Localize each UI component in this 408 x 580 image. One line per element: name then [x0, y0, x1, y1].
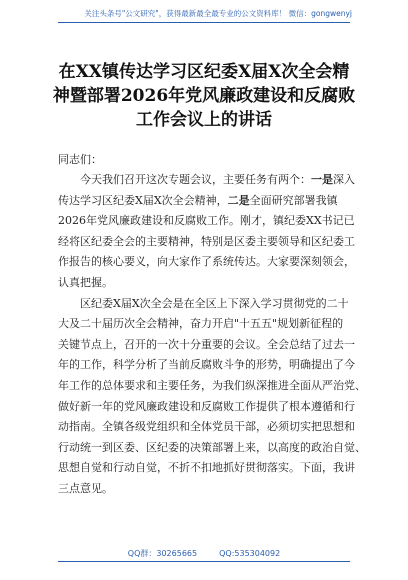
document-title	[40, 60, 368, 132]
text-run: 传达学习区纪委X届X次全会精神，	[58, 193, 228, 207]
emphasis-run: 二是	[227, 193, 250, 207]
text-line	[58, 191, 350, 212]
header-banner: 关注头条号"公文研究"，获得最新最全最专业的公文资料库！ 微信：gongwenyj	[84, 9, 352, 18]
text-run: 深入	[333, 173, 355, 186]
footer-qq-group: QQ群：30265665	[127, 549, 198, 558]
text-line: 关键节点上，召开的一次十分重要的会议。全会总结了过去一	[58, 337, 355, 351]
text-line: 区纪委X届X次全会是在全区上下深入学习贯彻党的二十	[80, 296, 349, 310]
footer-rule	[58, 561, 350, 562]
emphasis-run: 一是	[311, 173, 333, 186]
text-line: 三点意见。	[58, 481, 113, 495]
header-rule	[58, 22, 350, 23]
text-line: 思想自觉和行动自觉，不折不扣地抓好贯彻落实。下面，我讲	[58, 461, 355, 475]
text-line: 年工作的总体要求和主要任务，为我们纵深推进全面从严治党、	[58, 378, 366, 392]
text-line: 年的工作，科学分析了当前反腐败斗争的形势，明确提出了今	[58, 358, 355, 372]
text-run: 今天我们召开这次专题会议，主要任务有两个：	[80, 173, 311, 186]
text-line: 动指南。全镇各级党组织和全体党员干部，必须切实把思想和	[58, 420, 355, 434]
title-line: 神暨部署2026年党风廉政建设和反腐败	[52, 86, 356, 106]
paragraph	[58, 294, 366, 500]
footer-qq: QQ:535304092	[219, 549, 281, 558]
text-line: 大及二十届历次全会精神，奋力开启"十五五"规划新征程的	[58, 317, 344, 331]
text-line: 经将区纪委全会的主要精神，特别是区委主要领导和区纪委工	[58, 234, 355, 248]
paragraph	[58, 170, 355, 294]
document-body	[58, 170, 366, 500]
title-line: 工作会议上的讲话	[136, 110, 272, 130]
text-line: 作报告的核心要义，向大家作了系统传达。大家要深刻领会，	[58, 255, 355, 269]
text-line: 做好新一年的党风廉政建设和反腐败工作提供了根本遵循和行	[58, 399, 355, 413]
text-run: 全面研究部署我镇	[249, 193, 338, 207]
title-line: 在XX镇传达学习区纪委X届X次全会精	[58, 62, 350, 82]
text-line	[58, 170, 355, 191]
text-line: 行动统一到区委、区纪委的决策部署上来，以高度的政治自觉、	[58, 440, 366, 454]
footer-contact	[0, 548, 408, 559]
salutation: 同志们：	[58, 153, 102, 166]
text-line: 2026年党风廉政建设和反腐败工作。刚才，镇纪委XX书记已	[58, 214, 355, 228]
text-line: 认真把握。	[58, 275, 113, 289]
